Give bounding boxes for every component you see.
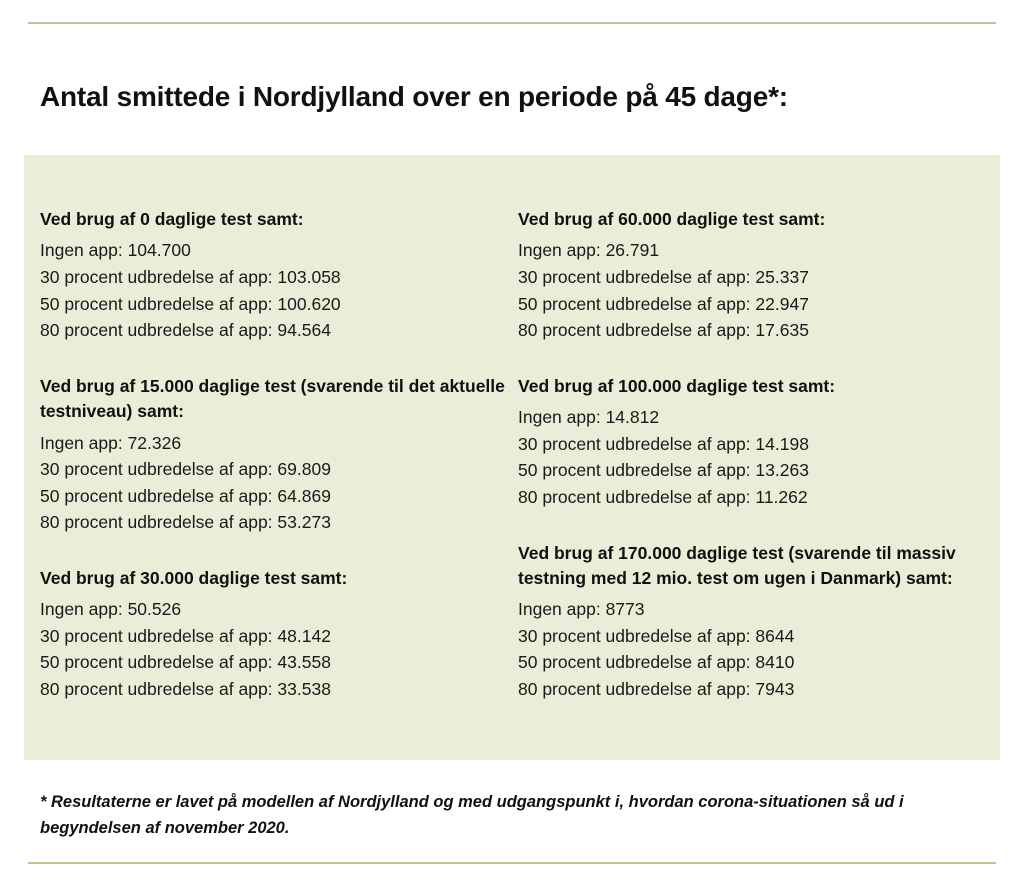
result-line: 50 procent udbredelse af app: 64.869 (40, 485, 331, 506)
result-line: 50 procent udbredelse af app: 43.558 (40, 652, 331, 673)
result-group (518, 374, 1000, 511)
result-line: 50 procent udbredelse af app: 8410 (518, 652, 795, 673)
result-line: 50 procent udbredelse af app: 13.263 (518, 460, 809, 481)
result-group-heading: Ved brug af 15.000 daglige test (svarende til det aktuelle testniveau) samt: (40, 375, 505, 422)
result-line: 30 procent udbredelse af app: 69.809 (40, 459, 331, 480)
result-line: 30 procent udbredelse af app: 8644 (518, 625, 795, 646)
result-line: 80 procent udbredelse af app: 33.538 (40, 679, 331, 700)
result-line: 50 procent udbredelse af app: 22.947 (518, 293, 809, 314)
result-line: Ingen app: 8773 (518, 599, 645, 620)
top-divider (28, 22, 996, 24)
result-line: 80 procent udbredelse af app: 94.564 (40, 320, 331, 341)
results-column-right (512, 155, 1000, 760)
results-panel (24, 155, 1000, 760)
page-title: Antal smittede i Nordjylland over en periode på 45 dage*: (40, 80, 788, 112)
result-line: 30 procent udbredelse af app: 103.058 (40, 266, 341, 287)
result-group (518, 207, 1000, 344)
result-line: 50 procent udbredelse af app: 100.620 (40, 293, 341, 314)
result-line: Ingen app: 104.700 (40, 240, 191, 261)
results-column-left (24, 155, 512, 760)
result-line: Ingen app: 50.526 (40, 599, 182, 620)
result-group (40, 207, 512, 344)
result-group-heading: Ved brug af 60.000 daglige test samt: (518, 209, 826, 229)
result-line: 80 procent udbredelse af app: 11.262 (518, 486, 808, 507)
result-line: 80 procent udbredelse af app: 17.635 (518, 320, 809, 341)
result-line: Ingen app: 72.326 (40, 432, 182, 453)
result-line: 80 procent udbredelse af app: 53.273 (40, 512, 331, 533)
result-line: Ingen app: 26.791 (518, 240, 660, 261)
result-group-heading: Ved brug af 170.000 daglige test (svarende til massiv testning med 12 mio. test om ugen i Danmark) samt: (518, 542, 956, 588)
result-group (518, 541, 1000, 703)
result-line: 30 procent udbredelse af app: 14.198 (518, 433, 809, 454)
result-group-heading: Ved brug af 100.000 daglige test samt: (518, 375, 836, 396)
result-group-heading: Ved brug af 30.000 daglige test samt: (40, 567, 348, 588)
bottom-divider (28, 862, 996, 864)
result-line: 30 procent udbredelse af app: 48.142 (40, 625, 331, 646)
footnote: * Resultaterne er lavet på modellen af Nordjylland og med udgangspunkt i, hvordan corona-situationen så ud i begyndelsen af november 2020. (40, 793, 904, 837)
result-group (40, 566, 512, 703)
result-line: 80 procent udbredelse af app: 7943 (518, 679, 795, 700)
result-group (40, 374, 512, 536)
result-line: Ingen app: 14.812 (518, 407, 660, 428)
result-group-heading: Ved brug af 0 daglige test samt: (40, 209, 304, 229)
result-line: 30 procent udbredelse af app: 25.337 (518, 266, 809, 287)
